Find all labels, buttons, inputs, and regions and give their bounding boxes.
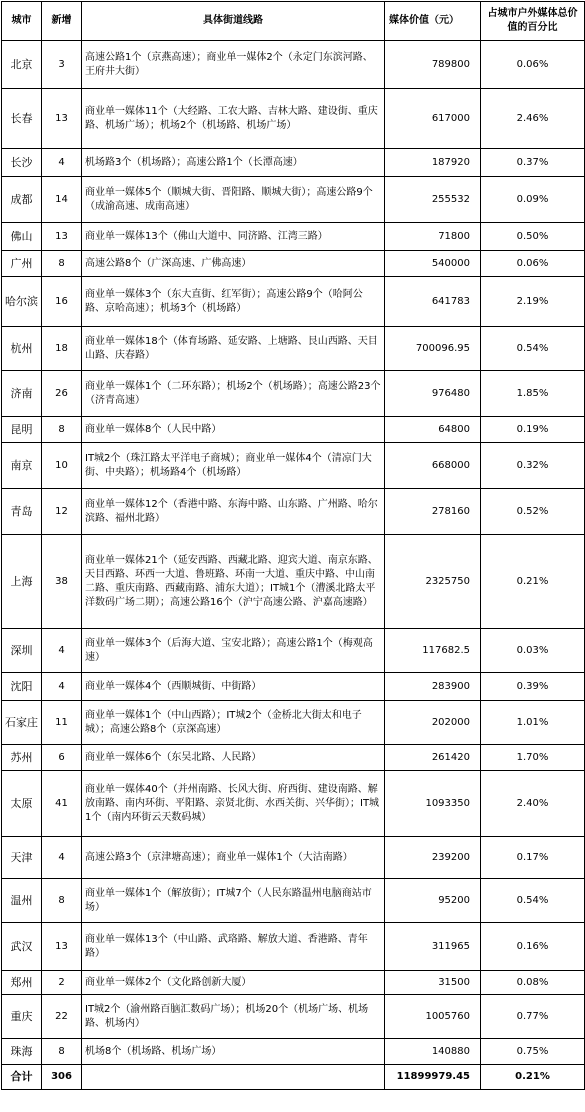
cell-pct: 0.39% xyxy=(481,673,585,701)
table-row xyxy=(2,535,585,629)
table-row xyxy=(2,673,585,701)
cell-new: 14 xyxy=(42,177,82,223)
cell-lines: 高速公路1个（京燕高速）；商业单一媒体2个（永定门东滨河路、王府井大街） xyxy=(82,41,385,89)
cell-new: 4 xyxy=(42,673,82,701)
cell-city: 珠海 xyxy=(2,1039,42,1065)
cell-value: 71800 xyxy=(385,223,481,251)
cell-city: 南京 xyxy=(2,443,42,489)
cell-pct: 0.09% xyxy=(481,177,585,223)
cell-value: 31500 xyxy=(385,971,481,995)
table-row xyxy=(2,251,585,277)
cell-new: 4 xyxy=(42,629,82,673)
cell-city: 杭州 xyxy=(2,327,42,371)
cell-city: 北京 xyxy=(2,41,42,89)
cell-pct: 0.08% xyxy=(481,971,585,995)
cell-new: 4 xyxy=(42,149,82,177)
cell-value: 278160 xyxy=(385,489,481,535)
cell-lines: 商业单一媒体18个（体育场路、延安路、上塘路、艮山西路、天目山路、庆春路） xyxy=(82,327,385,371)
cell-pct: 0.50% xyxy=(481,223,585,251)
cell-city: 成都 xyxy=(2,177,42,223)
cell-lines: 商业单一媒体21个（延安西路、西藏北路、迎宾大道、南京东路、天目西路、环西一大道、鲁班路、环南一大道、重庆中路、中山南二路、重庆南路、西藏南路、浦东大道）；IT城1个（漕溪北路太平洋数码广场二期）；高速公路16个（沪宁高速公路、沪嘉高速路） xyxy=(82,535,385,629)
cell-city: 太原 xyxy=(2,771,42,837)
table-row xyxy=(2,41,585,89)
cell-new: 3 xyxy=(42,41,82,89)
cell-value: 187920 xyxy=(385,149,481,177)
cell-new: 6 xyxy=(42,745,82,771)
table-row xyxy=(2,629,585,673)
cell-city: 武汉 xyxy=(2,923,42,971)
cell-value: 976480 xyxy=(385,371,481,417)
cell-new: 41 xyxy=(42,771,82,837)
cell-pct: 2.40% xyxy=(481,771,585,837)
cell-new: 11 xyxy=(42,701,82,745)
cell-lines: 商业单一媒体12个（香港中路、东海中路、山东路、广州路、哈尔滨路、福州北路） xyxy=(82,489,385,535)
cell-new: 38 xyxy=(42,535,82,629)
cell-city: 昆明 xyxy=(2,417,42,443)
table-row xyxy=(2,1039,585,1065)
table-row xyxy=(2,745,585,771)
cell-city: 石家庄 xyxy=(2,701,42,745)
cell-city: 哈尔滨 xyxy=(2,277,42,327)
cell-pct: 2.19% xyxy=(481,277,585,327)
cell-pct: 0.17% xyxy=(481,837,585,879)
cell-city: 温州 xyxy=(2,879,42,923)
cell-lines: 高速公路3个（京津塘高速）；商业单一媒体1个（大沽南路） xyxy=(82,837,385,879)
cell-lines: 机场路3个（机场路）；高速公路1个（长潭高速） xyxy=(82,149,385,177)
cell-new: 13 xyxy=(42,89,82,149)
cell-city: 佛山 xyxy=(2,223,42,251)
cell-new: 26 xyxy=(42,371,82,417)
cell-city: 青岛 xyxy=(2,489,42,535)
cell-city: 长春 xyxy=(2,89,42,149)
cell-pct: 0.52% xyxy=(481,489,585,535)
cell-pct: 0.54% xyxy=(481,879,585,923)
cell-lines: 高速公路8个（广深高速、广佛高速） xyxy=(82,251,385,277)
table-row xyxy=(2,771,585,837)
table-row xyxy=(2,837,585,879)
table-row xyxy=(2,443,585,489)
cell-city: 深圳 xyxy=(2,629,42,673)
cell-value: 64800 xyxy=(385,417,481,443)
cell-value: 617000 xyxy=(385,89,481,149)
cell-pct: 0.19% xyxy=(481,417,585,443)
cell-lines: 商业单一媒体8个（人民中路） xyxy=(82,417,385,443)
table-row xyxy=(2,89,585,149)
cell-new: 2 xyxy=(42,971,82,995)
cell-city: 郑州 xyxy=(2,971,42,995)
cell-new: 13 xyxy=(42,923,82,971)
cell-lines: 商业单一媒体3个（后海大道、宝安北路）；高速公路1个（梅观高速） xyxy=(82,629,385,673)
cell-pct: 0.54% xyxy=(481,327,585,371)
table-row xyxy=(2,995,585,1039)
cell-pct: 0.75% xyxy=(481,1039,585,1065)
cell-pct: 0.37% xyxy=(481,149,585,177)
cell-new: 4 xyxy=(42,837,82,879)
cell-new: 13 xyxy=(42,223,82,251)
table-row xyxy=(2,149,585,177)
cell-pct: 1.01% xyxy=(481,701,585,745)
header-pct: 占城市户外媒体总价值的百分比 xyxy=(481,2,585,41)
header-value: 媒体价值（元） xyxy=(385,2,481,41)
cell-lines: 商业单一媒体1个（解放街）；IT城7个（人民东路温州电脑商站市场） xyxy=(82,879,385,923)
table-row xyxy=(2,371,585,417)
cell-pct: 0.32% xyxy=(481,443,585,489)
cell-value: 239200 xyxy=(385,837,481,879)
header-city: 城市 xyxy=(2,2,42,41)
cell-lines: 商业单一媒体3个（东大直街、红军街）；高速公路9个（哈阿公路、京哈高速）；机场3个（机场路） xyxy=(82,277,385,327)
cell-pct: 2.46% xyxy=(481,89,585,149)
cell-new: 8 xyxy=(42,1039,82,1065)
cell-new: 18 xyxy=(42,327,82,371)
cell-new: 22 xyxy=(42,995,82,1039)
cell-new: 8 xyxy=(42,417,82,443)
cell-value: 668000 xyxy=(385,443,481,489)
cell-pct: 0.21% xyxy=(481,535,585,629)
total-lines xyxy=(82,1065,385,1090)
cell-lines: 商业单一媒体4个（西顺城街、中街路） xyxy=(82,673,385,701)
cell-lines: 商业单一媒体5个（顺城大街、晋阳路、顺城大街）；高速公路9个（成渝高速、成南高速） xyxy=(82,177,385,223)
cell-city: 济南 xyxy=(2,371,42,417)
cell-new: 12 xyxy=(42,489,82,535)
cell-lines: IT城2个（珠江路太平洋电子商城）；商业单一媒体4个（清凉门大街、中央路）；机场路4个（机场路） xyxy=(82,443,385,489)
header-lines: 具体街道线路 xyxy=(82,2,385,41)
cell-value: 700096.95 xyxy=(385,327,481,371)
total-label: 合计 xyxy=(2,1065,42,1090)
cell-new: 8 xyxy=(42,251,82,277)
cell-value: 540000 xyxy=(385,251,481,277)
cell-lines: 商业单一媒体1个（二环东路）；机场2个（机场路）；高速公路23个（济青高速） xyxy=(82,371,385,417)
total-value: 11899979.45 xyxy=(385,1065,481,1090)
cell-new: 8 xyxy=(42,879,82,923)
cell-pct: 0.16% xyxy=(481,923,585,971)
cell-lines: 商业单一媒体40个（并州南路、长风大街、府西街、建设南路、解放南路、南内环街、平阳路、亲贤北街、水西关街、兴华街）；IT城1个（南内环街云天数码城） xyxy=(82,771,385,837)
cell-value: 255532 xyxy=(385,177,481,223)
cell-city: 广州 xyxy=(2,251,42,277)
cell-city: 长沙 xyxy=(2,149,42,177)
cell-value: 1093350 xyxy=(385,771,481,837)
total-new: 306 xyxy=(42,1065,82,1090)
cell-value: 140880 xyxy=(385,1039,481,1065)
cell-city: 上海 xyxy=(2,535,42,629)
cell-value: 117682.5 xyxy=(385,629,481,673)
table-row xyxy=(2,177,585,223)
cell-value: 95200 xyxy=(385,879,481,923)
cell-value: 261420 xyxy=(385,745,481,771)
table-row xyxy=(2,701,585,745)
cell-lines: IT城2个（渝州路百脑汇数码广场）；机场20个（机场广场、机场路、机场内） xyxy=(82,995,385,1039)
cell-city: 天津 xyxy=(2,837,42,879)
total-row xyxy=(2,1065,585,1090)
media-table xyxy=(1,1,585,1090)
table-row xyxy=(2,971,585,995)
cell-pct: 1.70% xyxy=(481,745,585,771)
cell-lines: 商业单一媒体6个（东吴北路、人民路） xyxy=(82,745,385,771)
cell-value: 789800 xyxy=(385,41,481,89)
table-row xyxy=(2,327,585,371)
cell-lines: 商业单一媒体13个（佛山大道中、同济路、江湾三路） xyxy=(82,223,385,251)
cell-value: 311965 xyxy=(385,923,481,971)
cell-city: 重庆 xyxy=(2,995,42,1039)
cell-city: 苏州 xyxy=(2,745,42,771)
cell-value: 2325750 xyxy=(385,535,481,629)
cell-pct: 0.06% xyxy=(481,251,585,277)
cell-pct: 1.85% xyxy=(481,371,585,417)
cell-lines: 商业单一媒体1个（中山西路）；IT城2个（金桥北大街太和电子城）；高速公路8个（京深高速） xyxy=(82,701,385,745)
header-new: 新增 xyxy=(42,2,82,41)
table-row xyxy=(2,923,585,971)
table-row xyxy=(2,223,585,251)
cell-pct: 0.03% xyxy=(481,629,585,673)
cell-city: 沈阳 xyxy=(2,673,42,701)
header-row xyxy=(2,2,585,41)
cell-value: 1005760 xyxy=(385,995,481,1039)
total-pct: 0.21% xyxy=(481,1065,585,1090)
cell-lines: 机场8个（机场路、机场广场） xyxy=(82,1039,385,1065)
cell-lines: 商业单一媒体13个（中山路、武珞路、解放大道、香港路、青年路） xyxy=(82,923,385,971)
cell-pct: 0.06% xyxy=(481,41,585,89)
cell-new: 16 xyxy=(42,277,82,327)
cell-value: 283900 xyxy=(385,673,481,701)
cell-lines: 商业单一媒体11个（大经路、工农大路、吉林大路、建设街、重庆路、机场广场）；机场2个（机场路、机场广场） xyxy=(82,89,385,149)
cell-pct: 0.77% xyxy=(481,995,585,1039)
table-row xyxy=(2,277,585,327)
table-row xyxy=(2,879,585,923)
table-row xyxy=(2,417,585,443)
cell-value: 202000 xyxy=(385,701,481,745)
cell-lines: 商业单一媒体2个（文化路创新大厦） xyxy=(82,971,385,995)
table-row xyxy=(2,489,585,535)
cell-new: 10 xyxy=(42,443,82,489)
cell-value: 641783 xyxy=(385,277,481,327)
